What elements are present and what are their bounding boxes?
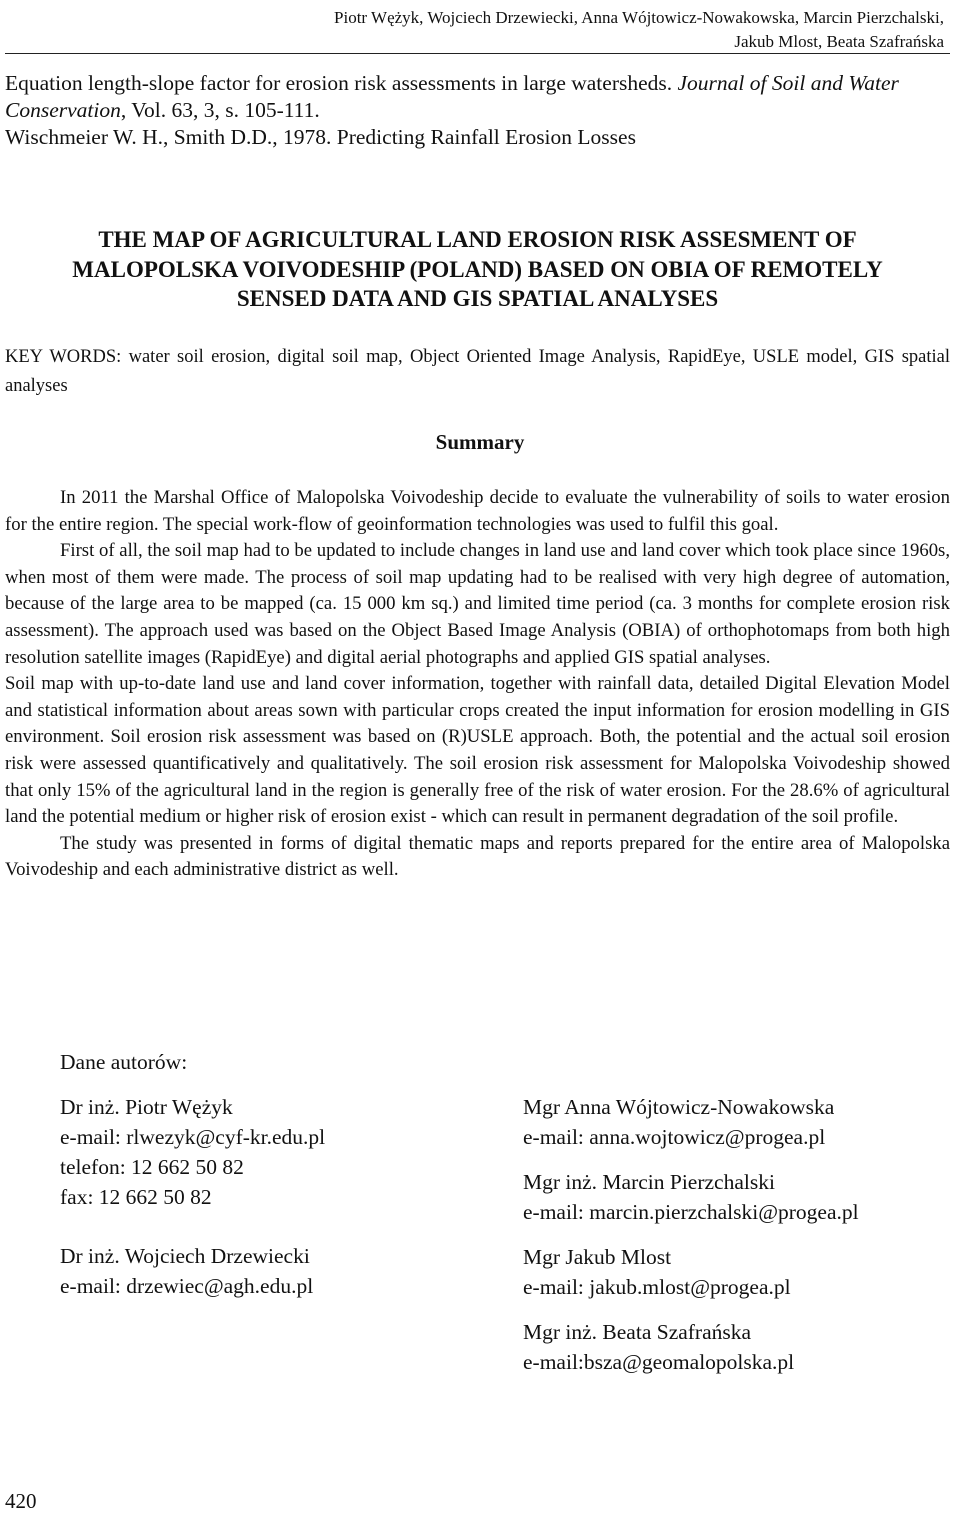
author-fax: fax: 12 662 50 82 [60, 1185, 212, 1209]
running-head-line-2: Jakub Mlost, Beata Szafrańska [734, 32, 944, 51]
summary-paragraph-2: First of all, the soil map had to be updated to include changes in land use and land cover which took place since 1960s, when most of them were made. The process of soil map updating had to be realised with very high degree of automation, because of the large area to be mapped (ca. 15 000 km sq.) and limited time period (ca. 3 months for complete erosion risk assessment). The approach used was based on the Object Based Image Analysis (OBIA) of orthophotomaps from both high resolution satellite images (RapidEye) and digital aerial photographs and applied GIS spatial analyses. [5, 540, 950, 668]
running-head-line-1: Piotr Wężyk, Wojciech Drzewiecki, Anna Wójtowicz-Nowakowska, Marcin Pierzchalski, [334, 8, 944, 27]
author-name: Mgr Jakub Mlost [523, 1245, 672, 1269]
reference-1 [5, 70, 950, 124]
title-line-3: SENSED DATA AND GIS SPATIAL ANALYSES [236, 286, 719, 311]
authors-right-column [523, 1092, 953, 1392]
authors-left-column [60, 1092, 490, 1316]
running-head [0, 6, 944, 54]
author-email: e-mail: rlwezyk@cyf-kr.edu.pl [60, 1125, 326, 1149]
author-block [523, 1317, 953, 1377]
reference-1-tail: , Vol. 63, 3, s. 105-111. [120, 98, 320, 122]
summary-heading: Summary [435, 430, 525, 454]
references [5, 70, 950, 151]
author-name: Mgr Anna Wójtowicz-Nowakowska [523, 1095, 835, 1119]
author-email: e-mail: marcin.pierzchalski@progea.pl [523, 1200, 859, 1224]
author-email: e-mail: jakub.mlost@progea.pl [523, 1275, 791, 1299]
title-line-1: THE MAP OF AGRICULTURAL LAND EROSION RISK ASSESMENT OF [98, 227, 857, 252]
paper-title [5, 225, 950, 314]
author-name: Mgr inż. Marcin Pierzchalski [523, 1170, 775, 1194]
authors-heading: Dane autorów: [60, 1050, 188, 1074]
header-rule [5, 53, 950, 54]
summary-paragraph-3: Soil map with up-to-date land use and land cover information, together with rainfall data, detailed Digital Elevation Model and statistical information about areas sown with particular crops created the input information for erosion modelling in GIS environment. Soil erosion risk assessment was based on (R)USLE approach. Both, the potential and the actual soil erosion risk were assessed quantificatively and qualitatively. The soil erosion risk assessment for Malopolska Voivodeship showed that only 15% of the agricultural land in the region is generally free of the risk of water erosion. For the 28.6% of agricultural land the potential medium or higher risk of erosion exist - which can result in permanent degradation of the soil profile. [5, 673, 950, 828]
summary-body [5, 485, 950, 884]
title-line-2: MALOPOLSKA VOIVODESHIP (POLAND) BASED ON OBIA OF REMOTELY [72, 256, 883, 282]
author-email: e-mail:bsza@geomalopolska.pl [523, 1350, 795, 1374]
keywords: KEY WORDS: water soil erosion, digital soil map, Object Oriented Image Analysis, RapidEye, USLE model, GIS spatial analyses [5, 347, 950, 396]
reference-1-text: Equation length-slope factor for erosion risk assessments in large watersheds. [5, 71, 678, 95]
author-name: Dr inż. Piotr Wężyk [60, 1095, 233, 1119]
author-phone: telefon: 12 662 50 82 [60, 1155, 244, 1179]
author-name: Dr inż. Wojciech Drzewiecki [60, 1244, 310, 1268]
page-number: 420 [5, 1489, 37, 1513]
reference-1-journal: Journal of Soil and Water Conservation [5, 71, 899, 122]
author-name: Mgr inż. Beata Szafrańska [523, 1320, 752, 1344]
author-block [60, 1241, 490, 1301]
summary-paragraph-1: In 2011 the Marshal Office of Malopolska Voivodeship decide to evaluate the vulnerability of soils to water erosion for the entire region. The special work-flow of geoinformation technologies was used to fulfil this goal. [5, 487, 950, 535]
author-block [60, 1092, 490, 1212]
author-email: e-mail: drzewiec@agh.edu.pl [60, 1274, 314, 1298]
author-block [523, 1167, 953, 1227]
author-block [523, 1242, 953, 1302]
reference-2: Wischmeier W. H., Smith D.D., 1978. Predicting Rainfall Erosion Losses [5, 125, 636, 149]
author-block [523, 1092, 953, 1152]
summary-paragraph-4: The study was presented in forms of digital thematic maps and reports prepared for the entire area of Malopolska Voivodeship and each administrative district as well. [5, 832, 950, 881]
author-email: e-mail: anna.wojtowicz@progea.pl [523, 1125, 826, 1149]
